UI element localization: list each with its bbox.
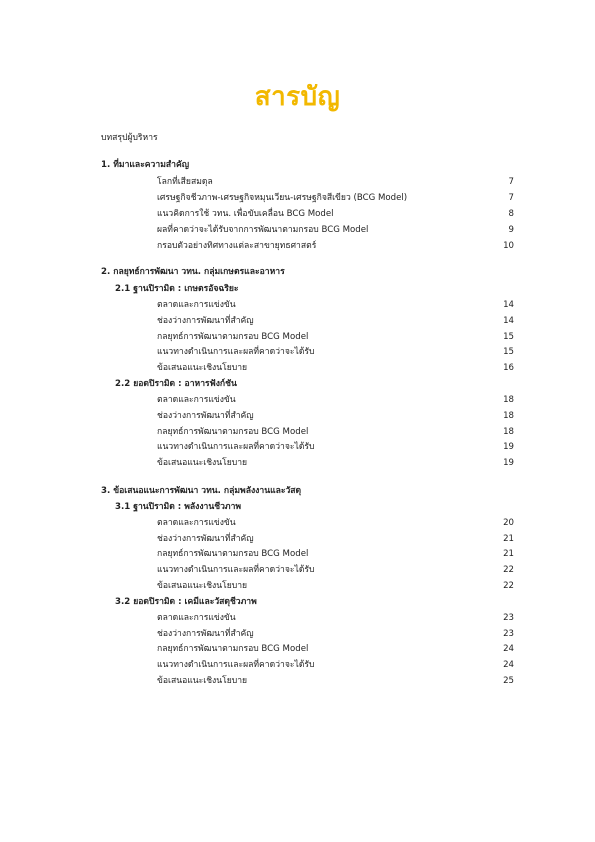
toc-entry[interactable] (157, 316, 514, 327)
toc-entry[interactable] (157, 332, 514, 343)
toc-entry[interactable] (157, 613, 514, 624)
toc-entry-page: 24 (503, 660, 514, 670)
toc-entry-page: 19 (503, 458, 514, 468)
toc-entry-page: 7 (508, 177, 514, 187)
subsection-2-1-heading[interactable]: 2.1 ฐานปิรามิด : เกษตรอัจฉริยะ (115, 284, 239, 294)
toc-entry[interactable] (157, 660, 514, 671)
subsection-3-1-heading[interactable]: 3.1 ฐานปิรามิด : พลังงานชีวภาพ (115, 502, 242, 512)
toc-entry[interactable] (157, 300, 514, 311)
toc-entry-page: 9 (508, 225, 514, 235)
toc-entry-page: 15 (503, 347, 514, 357)
toc-entry[interactable] (157, 177, 514, 188)
toc-entry[interactable] (157, 241, 514, 252)
page-title: สารบัญ (254, 82, 341, 112)
subsection-2-2-heading[interactable]: 2.2 ยอดปิรามิด : อาหารฟังก์ชัน (115, 379, 237, 389)
toc-entry-page: 15 (503, 332, 514, 342)
toc-entry-page: 23 (503, 613, 514, 623)
toc-entry-label: ข้อเสนอแนะเชิงนโยบาย (157, 363, 248, 373)
toc-entry-page: 10 (503, 241, 514, 251)
toc-entry-label: ตลาดและการแข่งขัน (157, 300, 236, 310)
toc-entry-page: 18 (503, 411, 514, 421)
toc-entry-label: แนวทางดำเนินการและผลที่คาดว่าจะได้รับ (157, 660, 315, 670)
toc-entry-label: กลยุทธ์การพัฒนาตามกรอบ BCG Model (157, 644, 309, 654)
toc-entry[interactable] (157, 347, 514, 358)
toc-entry-page: 22 (503, 565, 514, 575)
toc-entry-label: ข้อเสนอแนะเชิงนโยบาย (157, 676, 248, 686)
toc-entry-label: ผลที่คาดว่าจะได้รับจากการพัฒนาตามกรอบ BCG Model (157, 225, 369, 235)
toc-entry-label: ข้อเสนอแนะเชิงนโยบาย (157, 458, 248, 468)
toc-entry-page: 14 (503, 300, 514, 310)
toc-entry-label: ช่องว่างการพัฒนาที่สำคัญ (157, 629, 254, 639)
toc-entry-page: 22 (503, 581, 514, 591)
toc-entry[interactable] (157, 676, 514, 687)
toc-entry-page: 8 (508, 209, 514, 219)
toc-entry[interactable] (157, 549, 514, 560)
exec-summary-heading[interactable]: บทสรุปผู้บริหาร (101, 133, 158, 143)
section-3-heading[interactable]: 3. ข้อเสนอแนะการพัฒนา วทน. กลุ่มพลังงานและวัสดุ (101, 486, 302, 496)
subsection-3-2-heading[interactable]: 3.2 ยอดปิรามิด : เคมีและวัสดุชีวภาพ (115, 597, 257, 607)
toc-entry-label: กลยุทธ์การพัฒนาตามกรอบ BCG Model (157, 427, 309, 437)
toc-entry[interactable] (157, 629, 514, 640)
toc-entry-page: 18 (503, 427, 514, 437)
toc-entry-label: แนวทางดำเนินการและผลที่คาดว่าจะได้รับ (157, 442, 315, 452)
toc-entry-label: ช่องว่างการพัฒนาที่สำคัญ (157, 316, 254, 326)
toc-entry-label: แนวคิดการใช้ วทน. เพื่อขับเคลื่อน BCG Model (157, 209, 334, 219)
toc-entry-label: ช่องว่างการพัฒนาที่สำคัญ (157, 411, 254, 421)
toc-entry-label: แนวทางดำเนินการและผลที่คาดว่าจะได้รับ (157, 347, 315, 357)
toc-entry[interactable] (157, 644, 514, 655)
toc-entry[interactable] (157, 534, 514, 545)
toc-entry-label: กรอบตัวอย่างทิศทางแต่ละสาขายุทธศาสตร์ (157, 241, 317, 251)
toc-entry[interactable] (157, 581, 514, 592)
toc-entry-page: 18 (503, 395, 514, 405)
toc-entry-label: กลยุทธ์การพัฒนาตามกรอบ BCG Model (157, 549, 309, 559)
toc-entry-label: ช่องว่างการพัฒนาที่สำคัญ (157, 534, 254, 544)
toc-entry[interactable] (157, 225, 514, 236)
section-2-heading[interactable]: 2. กลยุทธ์การพัฒนา วทน. กลุ่มเกษตรและอาหาร (101, 267, 285, 277)
toc-entry-page: 23 (503, 629, 514, 639)
toc-entry-label: เศรษฐกิจชีวภาพ-เศรษฐกิจหมุนเวียน-เศรษฐกิจสีเขียว (BCG Model) (157, 193, 408, 203)
toc-entry[interactable] (157, 411, 514, 422)
toc-entry-label: ตลาดและการแข่งขัน (157, 395, 236, 405)
toc-entry[interactable] (157, 458, 514, 469)
toc-entry-label: ตลาดและการแข่งขัน (157, 518, 236, 528)
toc-entry-label: กลยุทธ์การพัฒนาตามกรอบ BCG Model (157, 332, 309, 342)
toc-entry-label: โลกที่เสียสมดุล (157, 177, 213, 187)
toc-entry-page: 24 (503, 644, 514, 654)
toc-entry-page: 20 (503, 518, 514, 528)
toc-entry[interactable] (157, 442, 514, 453)
section-1-heading[interactable]: 1. ที่มาและความสำคัญ (101, 160, 190, 170)
toc-entry[interactable] (157, 395, 514, 406)
toc-entry-page: 7 (508, 193, 514, 203)
toc-entry[interactable] (157, 427, 514, 438)
toc-entry[interactable] (157, 518, 514, 529)
toc-entry-page: 21 (503, 534, 514, 544)
toc-entry[interactable] (157, 565, 514, 576)
toc-entry-page: 19 (503, 442, 514, 452)
toc-entry[interactable] (157, 363, 514, 374)
toc-entry[interactable] (157, 209, 514, 220)
toc-entry-label: แนวทางดำเนินการและผลที่คาดว่าจะได้รับ (157, 565, 315, 575)
toc-entry[interactable] (157, 193, 514, 204)
toc-entry-page: 25 (503, 676, 514, 686)
toc-entry-label: ข้อเสนอแนะเชิงนโยบาย (157, 581, 248, 591)
toc-entry-page: 16 (503, 363, 514, 373)
toc-entry-page: 21 (503, 549, 514, 559)
toc-entry-label: ตลาดและการแข่งขัน (157, 613, 236, 623)
toc-entry-page: 14 (503, 316, 514, 326)
